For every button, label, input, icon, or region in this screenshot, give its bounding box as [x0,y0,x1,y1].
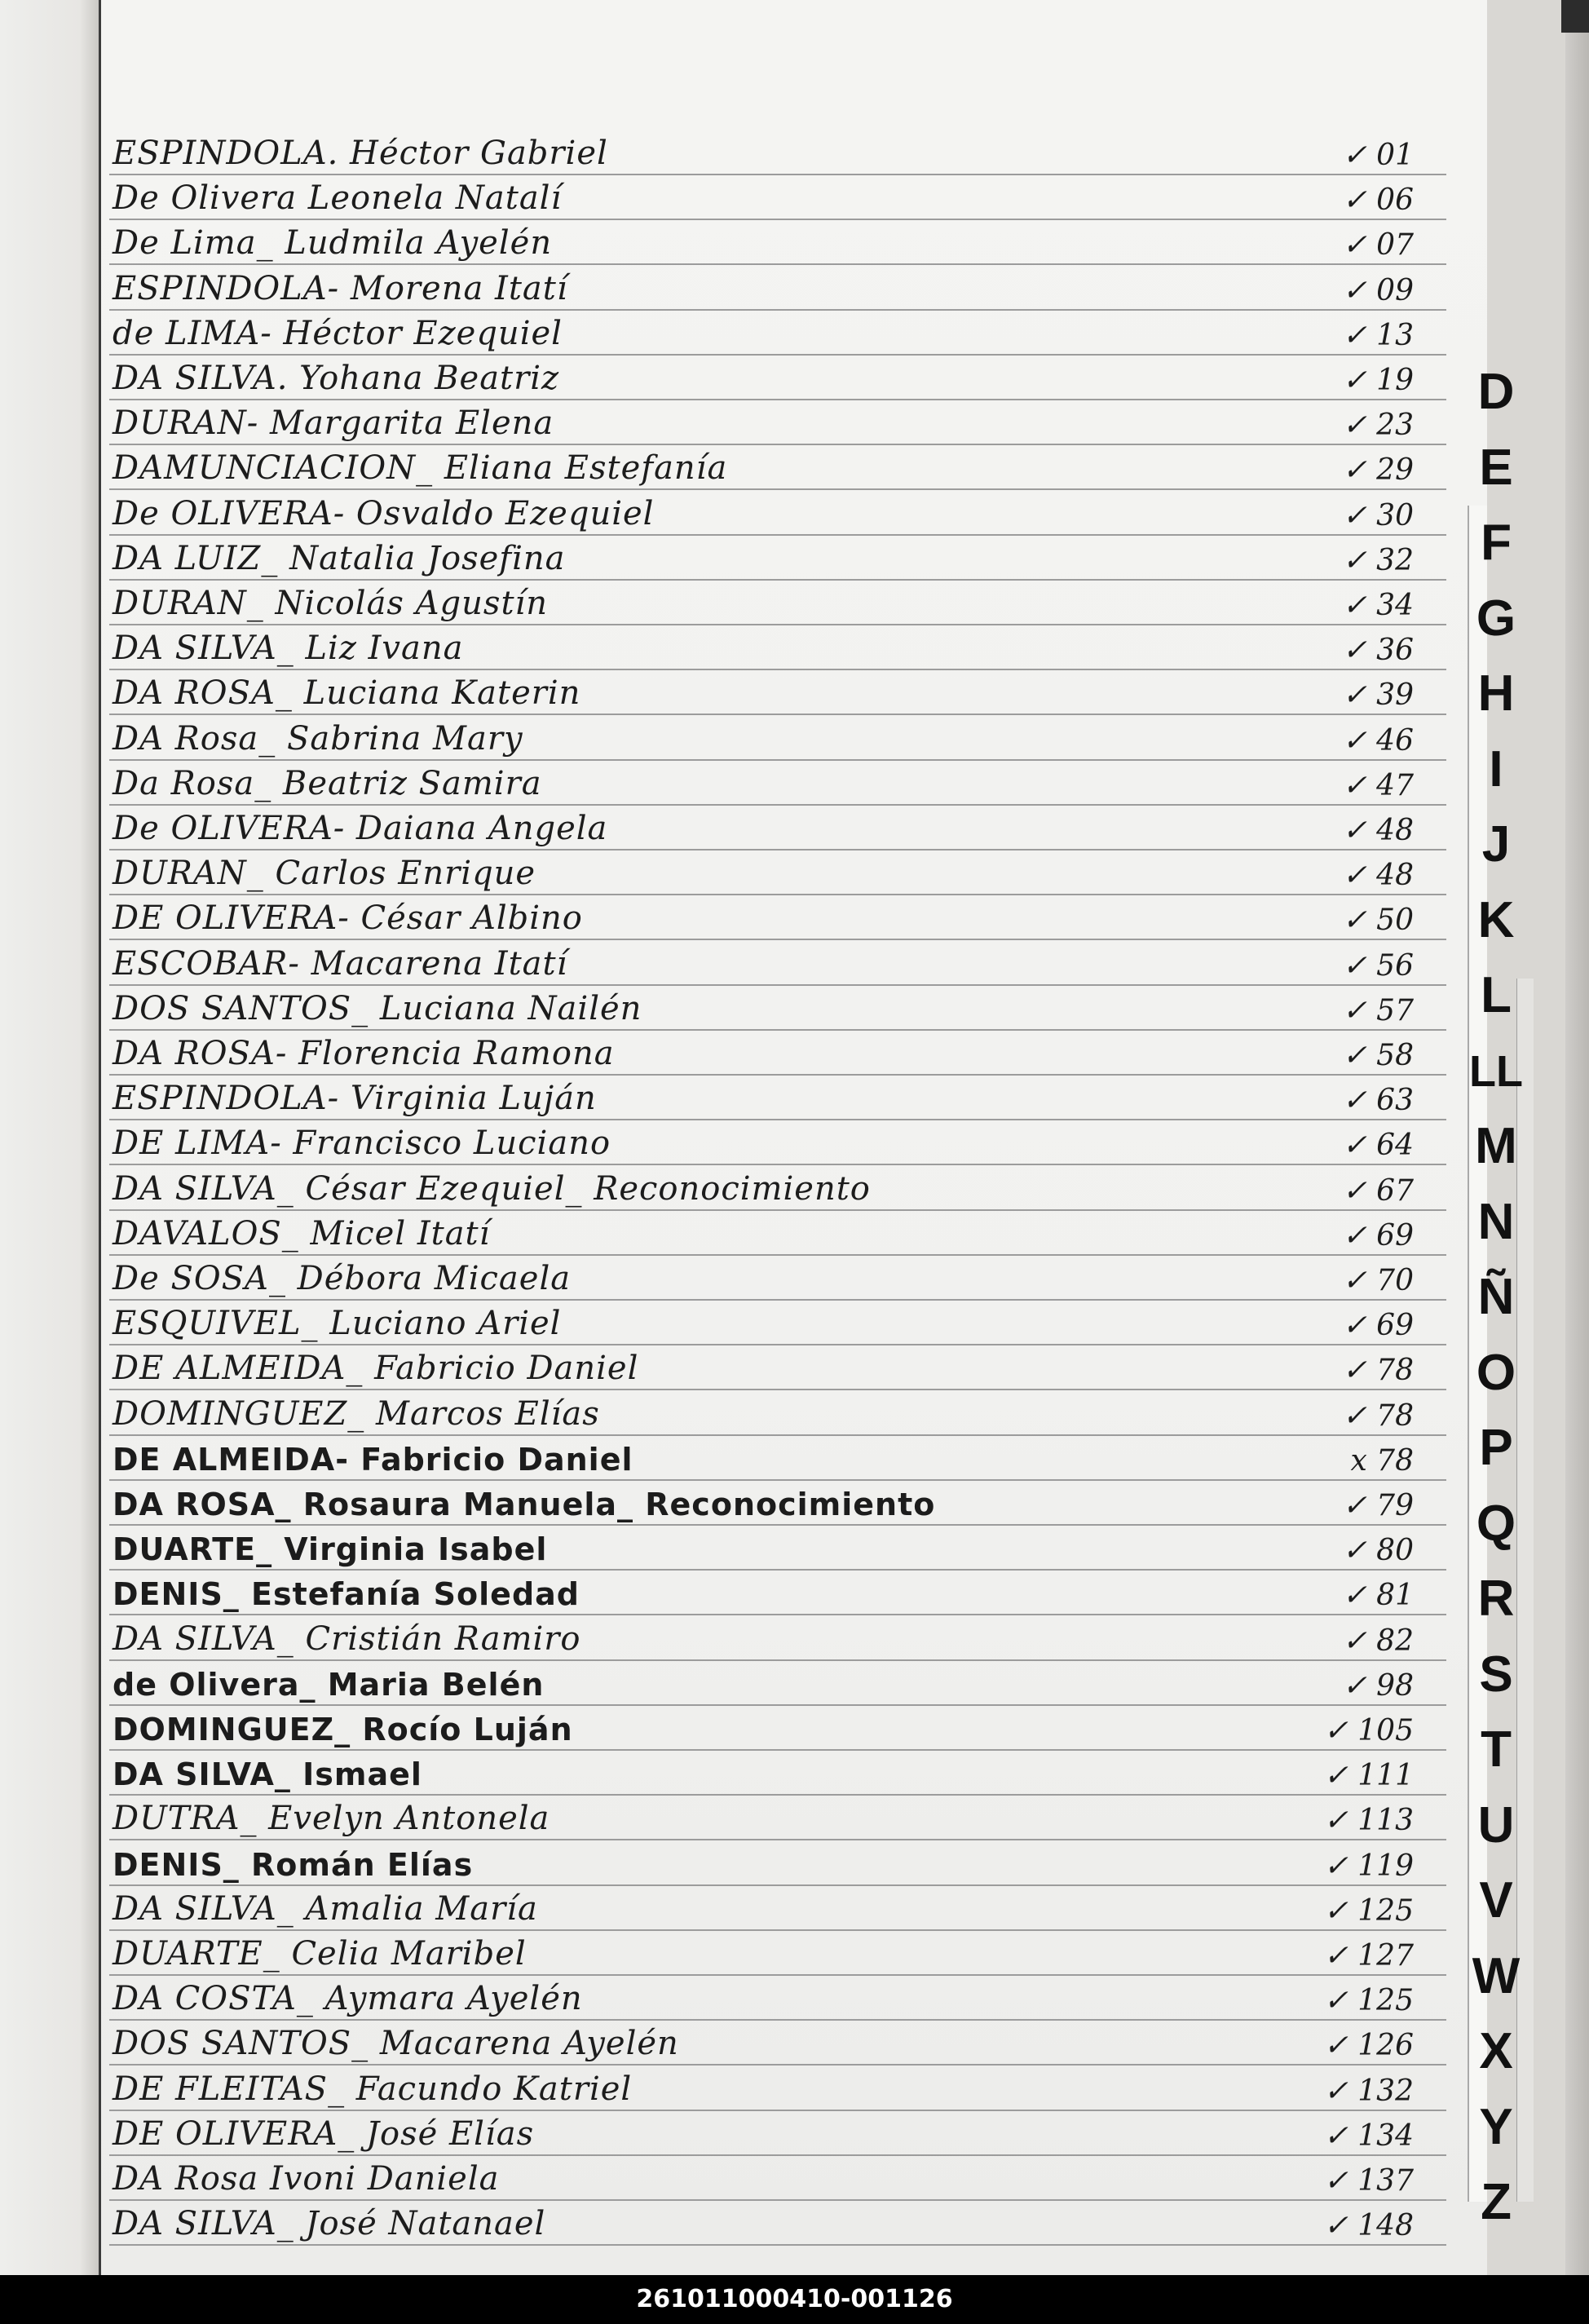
ledger-row [101,1886,1446,1931]
ledger-row [101,895,1446,940]
entry-name: DA SILVA_ Cristián Ramiro [113,1619,581,1658]
entry-number: ✓ 111 [1323,1759,1414,1793]
entry-name: De OLIVERA- Osvaldo Ezequiel [113,494,655,532]
entry-name: ESPINDOLA. Héctor Gabriel [113,135,608,172]
index-tab[interactable]: W [1472,1947,1521,2004]
ledger-row [101,986,1446,1031]
ledger-row [101,491,1446,536]
entry-number: ✓ 56 [1342,948,1414,983]
ruled-line [109,2244,1446,2246]
index-tab[interactable]: J [1481,816,1511,873]
index-tab[interactable]: I [1489,740,1503,797]
entry-name: De OLIVERA- Daiana Angela [113,810,608,847]
ledger-row [101,356,1446,400]
entry-number: ✓ 06 [1342,183,1414,218]
entry-number: ✓ 127 [1323,1939,1414,1973]
ledger-row [101,1841,1446,1886]
ledger-row [101,716,1446,761]
ledger-row [101,1166,1446,1211]
entry-number: ✓ 137 [1323,2164,1414,2198]
entry-name: De SOSA_ Débora Micaela [113,1260,572,1297]
ledger-row [101,1436,1446,1481]
entry-number: ✓ 98 [1342,1668,1414,1703]
entry-name: DA SILVA_ César Ezequiel_ Reconocimiento [113,1169,871,1208]
entry-number: ✓ 63 [1342,1084,1414,1118]
entry-number: ✓ 32 [1342,543,1414,577]
ledger-row [101,1391,1446,1436]
index-tab[interactable]: P [1479,1420,1513,1476]
ledger-row [101,941,1446,986]
ledger-row [101,806,1446,851]
alphabet-index-tabs [1451,364,1582,2247]
ledger-row [101,1076,1446,1120]
index-tab[interactable]: E [1479,439,1513,496]
ledger-row [101,1256,1446,1301]
index-tab[interactable]: K [1477,891,1515,948]
entry-name: DA LUIZ_ Natalia Josefina [113,539,566,577]
index-tab[interactable]: Ñ [1477,1269,1515,1325]
entry-number: ✓ 67 [1342,1173,1414,1208]
entry-name: DOMINGUEZ_ Marcos Elías [113,1394,600,1433]
entry-number: ✓ 148 [1323,2209,1414,2243]
entry-name: DE ALMEIDA_ Fabricio Daniel [113,1350,639,1388]
index-tab[interactable]: L [1481,967,1512,1023]
ledger-row [101,266,1446,311]
entry-number: ✓ 39 [1342,678,1414,713]
index-tab[interactable]: Q [1476,1495,1516,1552]
entry-name: de Olivera_ Maria Belén [113,1666,545,1703]
index-tab[interactable]: H [1477,665,1515,722]
index-tab[interactable]: D [1477,364,1515,420]
entry-number: ✓ 79 [1342,1489,1414,1522]
entry-name: DA Rosa_ Sabrina Mary [113,719,523,758]
entry-name: DURAN_ Nicolás Agustín [113,585,549,622]
entry-number: ✓ 82 [1342,1624,1414,1658]
ledger-row [101,130,1446,175]
entry-number: ✓ 34 [1342,589,1414,622]
entry-name: ESQUIVEL_ Luciano Ariel [113,1305,562,1343]
index-tab[interactable]: O [1476,1344,1516,1401]
index-tab[interactable]: N [1477,1193,1515,1250]
entry-number: ✓ 70 [1342,1264,1414,1297]
entry-number: ✓ 48 [1342,859,1414,893]
index-tab[interactable]: T [1481,1721,1512,1778]
entry-number: ✓ 23 [1342,409,1414,443]
entry-number: ✓ 125 [1323,1984,1414,2018]
corner-mark [1561,0,1589,33]
entry-name: ESPINDOLA- Morena Itatí [113,269,568,307]
entry-number: x 78 [1350,1443,1414,1478]
ledger-row [101,1571,1446,1615]
ledger-row [101,1526,1446,1571]
entry-name: DUARTE_ Celia Maribel [113,1935,527,1973]
entry-number: ✓ 50 [1342,904,1414,938]
entry-name: DA SILVA. Yohana Beatriz [113,360,560,397]
index-tab[interactable]: LL [1469,1046,1523,1096]
entry-number: ✓ 134 [1323,2119,1414,2153]
entry-name: DA SILVA_ Amalia María [113,1889,538,1928]
ledger-row [101,1345,1446,1390]
ledger-row [101,1031,1446,1076]
index-tab[interactable]: Y [1479,2098,1513,2155]
left-margin [0,0,99,2275]
ledger-row [101,1661,1446,1706]
ledger-row [101,2111,1446,2156]
entry-name: De Olivera Leonela Natalí [113,179,563,218]
ledger-row [101,175,1446,220]
ledger-row [101,445,1446,490]
ledger-row [101,536,1446,581]
entry-name: DOMINGUEZ_ Rocío Luján [113,1712,573,1747]
ledger-row [101,1616,1446,1661]
entry-name: DE FLEITAS_ Facundo Katriel [113,2070,633,2108]
entry-number: ✓ 125 [1323,1893,1414,1928]
ledger-row [101,581,1446,625]
ledger-row [101,1301,1446,1345]
entry-number: ✓ 113 [1323,1804,1414,1838]
entry-name: DUARTE_ Virginia Isabel [113,1531,548,1568]
entry-name: DOS SANTOS_ Macarena Ayelén [113,2025,679,2063]
entry-number: ✓ 105 [1323,1714,1414,1747]
ledger-row [101,761,1446,806]
ledger-row [101,2021,1446,2066]
entry-name: DA ROSA_ Luciana Katerin [113,674,581,713]
ledger-row [101,851,1446,895]
entry-name: DE OLIVERA_ José Elías [113,2114,535,2153]
entry-name: DA SILVA_ Ismael [113,1756,422,1793]
entry-number: ✓ 58 [1342,1039,1414,1072]
entry-number: ✓ 69 [1342,1218,1414,1253]
ledger-row [101,2201,1446,2246]
ledger-row [101,1211,1446,1256]
entry-number: ✓ 80 [1342,1534,1414,1568]
entry-number: ✓ 01 [1342,139,1414,172]
entry-name: DA SILVA_ Liz Ivana [113,630,464,668]
document-code: 261011000410-001126 [0,2275,1589,2324]
entry-number: ✓ 47 [1342,768,1414,802]
entry-name: ESPINDOLA- Virginia Luján [113,1080,597,1118]
ledger-row [101,311,1446,356]
entry-number: ✓ 29 [1342,453,1414,488]
entry-name: DA Rosa Ivoni Daniela [113,2160,500,2198]
entry-name: DURAN- Margarita Elena [113,404,554,443]
index-tab[interactable]: X [1479,2023,1513,2079]
entry-number: ✓ 19 [1342,364,1414,397]
ledger-row [101,1481,1446,1526]
index-tab[interactable]: M [1475,1118,1517,1174]
entry-name: DE ALMEIDA- Fabricio Daniel [113,1441,633,1478]
entry-number: ✓ 81 [1342,1579,1414,1613]
entry-number: ✓ 48 [1342,814,1414,847]
entry-number: ✓ 09 [1342,273,1414,307]
entry-number: ✓ 30 [1342,498,1414,532]
entry-number: ✓ 119 [1323,1849,1414,1883]
entry-name: DA SILVA_ José Natanael [113,2205,546,2243]
entry-name: DAMUNCIACION_ Eliana Estefanía [113,449,728,488]
ledger-row [101,1751,1446,1796]
entry-number: ✓ 13 [1342,318,1414,352]
index-tab[interactable]: F [1481,515,1512,571]
index-tab[interactable]: U [1477,1796,1515,1853]
entry-name: DE OLIVERA- César Albino [113,899,583,938]
ledger-row [101,220,1446,265]
entry-name: DURAN_ Carlos Enrique [113,855,536,893]
ledger-row [101,625,1446,670]
entry-number: ✓ 78 [1342,1354,1414,1388]
index-tab[interactable]: S [1479,1646,1513,1703]
entry-name: DA ROSA_ Rosaura Manuela_ Reconocimiento [113,1487,936,1522]
entry-name: DA ROSA- Florencia Ramona [113,1035,615,1072]
entry-name: de LIMA- Héctor Ezequiel [113,314,563,352]
ledger-row [101,1120,1446,1165]
index-tab[interactable]: Z [1481,2174,1512,2230]
entry-number: ✓ 64 [1342,1129,1414,1163]
entry-name: DE LIMA- Francisco Luciano [113,1124,611,1163]
entry-name: Da Rosa_ Beatriz Samira [113,764,542,802]
ledger-row [101,400,1446,445]
ledger-row [101,1706,1446,1751]
index-tab[interactable]: G [1476,590,1516,647]
ledger-row [101,2066,1446,2111]
entry-name: ESCOBAR- Macarena Itatí [113,944,568,983]
entry-name: DA COSTA_ Aymara Ayelén [113,1980,583,2018]
entry-number: ✓ 36 [1342,634,1414,668]
entry-name: DENIS_ Román Elías [113,1846,474,1883]
entry-name: De Lima_ Ludmila Ayelén [113,224,553,263]
ledger-row [101,1796,1446,1840]
ledger-list [101,130,1446,2242]
entry-name: DAVALOS_ Micel Itatí [113,1214,491,1253]
entry-name: DENIS_ Estefanía Soledad [113,1576,580,1613]
entry-number: ✓ 132 [1323,2074,1414,2108]
ledger-row [101,1931,1446,1976]
entry-name: DOS SANTOS_ Luciana Nailén [113,989,642,1027]
index-tab[interactable]: R [1477,1571,1515,1627]
entry-number: ✓ 46 [1342,723,1414,758]
entry-number: ✓ 57 [1342,993,1414,1027]
entry-number: ✓ 07 [1342,228,1414,263]
index-tab[interactable]: V [1479,1872,1513,1929]
entry-name: DUTRA_ Evelyn Antonela [113,1800,550,1838]
ledger-row [101,670,1446,715]
ledger-row [101,1976,1446,2021]
ledger-row [101,2156,1446,2201]
entry-number: ✓ 126 [1323,2029,1414,2063]
entry-number: ✓ 78 [1342,1398,1414,1433]
entry-number: ✓ 69 [1342,1309,1414,1343]
